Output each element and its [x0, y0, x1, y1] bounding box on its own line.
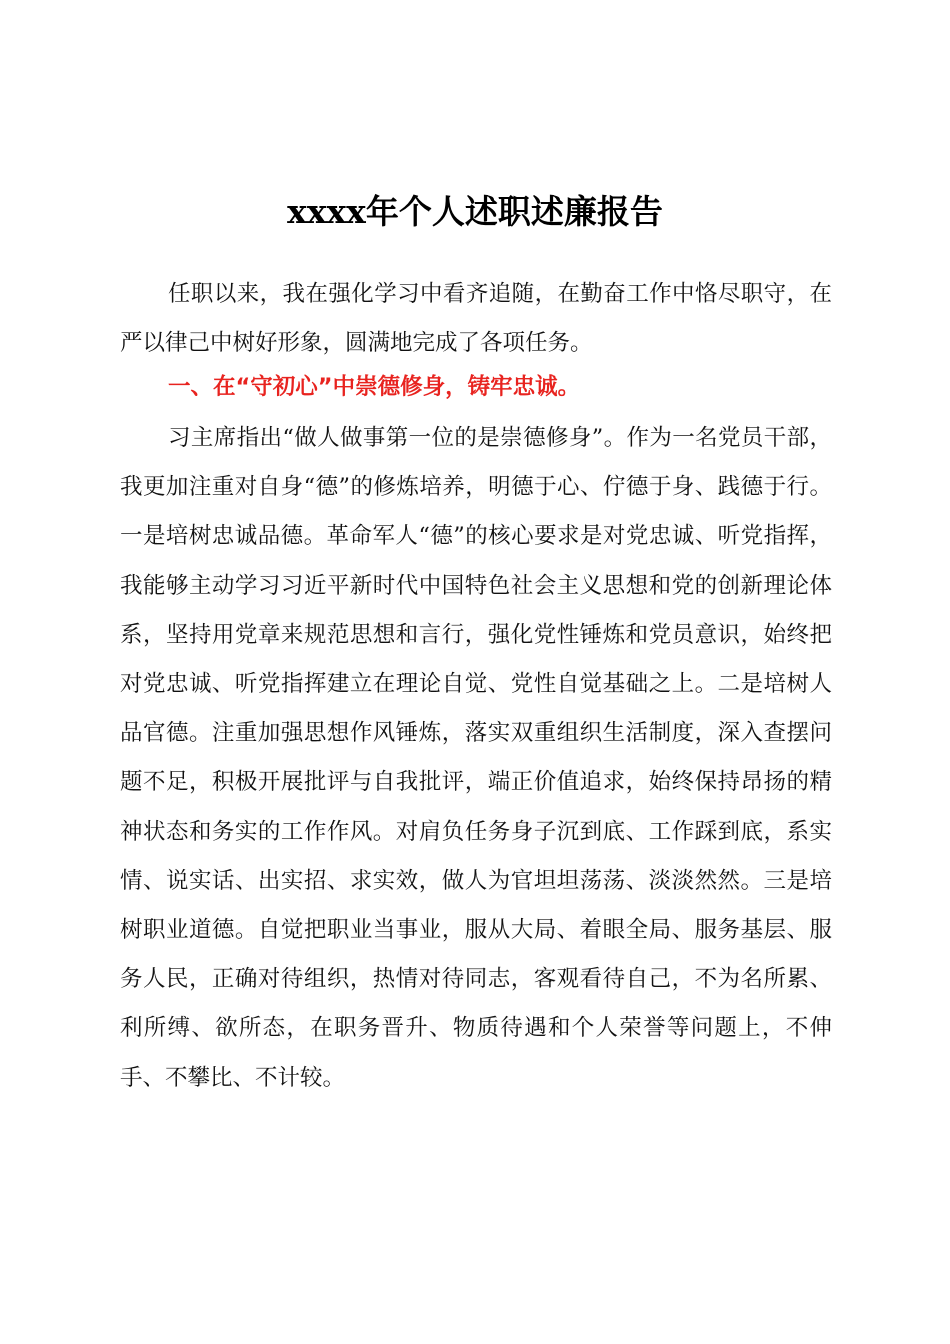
section-heading: 一、在“守初心”中崇德修身，铸牢忠诚。	[168, 374, 581, 400]
intro-paragraph: 任职以来，我在强化学习中看齐追随，在勤奋工作中恪尽职守，在严以律己中树好形象，圆满地完成了各项任务。	[120, 281, 832, 356]
section-body-paragraph: 习主席指出“做人做事第一位的是崇德修身”。作为一名党员干部，我更加注重对自身“德”的修炼培养，明德于心、佇德于身、践德于行。一是培树忠诚品德。革命军人“德”的核心要求是对党忠诚、听党指挥，我能够主动学习习近平新时代中国特色社会主义思想和党的创新理论体系，坚持用党章来规范思想和言行，强化党性锤炼和党员意识，始终把对党忠诚、听党指挥建立在理论自觉、党性自觉基础之上。二是培树人品官德。注重加强思想作风锤炼，落实双重组织生活制度，深入查摆问题不足，积极开展批评与自我批评，端正价值追求，始终保持昂扬的精神状态和务实的工作作风。对肩负任务身子沉到底、工作踩到底，系实情、说实话、出实招、求实效，做人为官坦坦荡荡、淡淡然然。三是培树职业道德。自觉把职业当事业，服从大局、着眼全局、服务基层、服务人民，正确对待组织，热情对待同志，客观看待自己，不为名所累、利所缚、欲所态，在职务晋升、物质待遇和个人荣誉等问题上，不伸手、不攀比、不计较。	[120, 425, 832, 1091]
document-title: xxxx年个人述职述廉报告	[287, 192, 663, 231]
